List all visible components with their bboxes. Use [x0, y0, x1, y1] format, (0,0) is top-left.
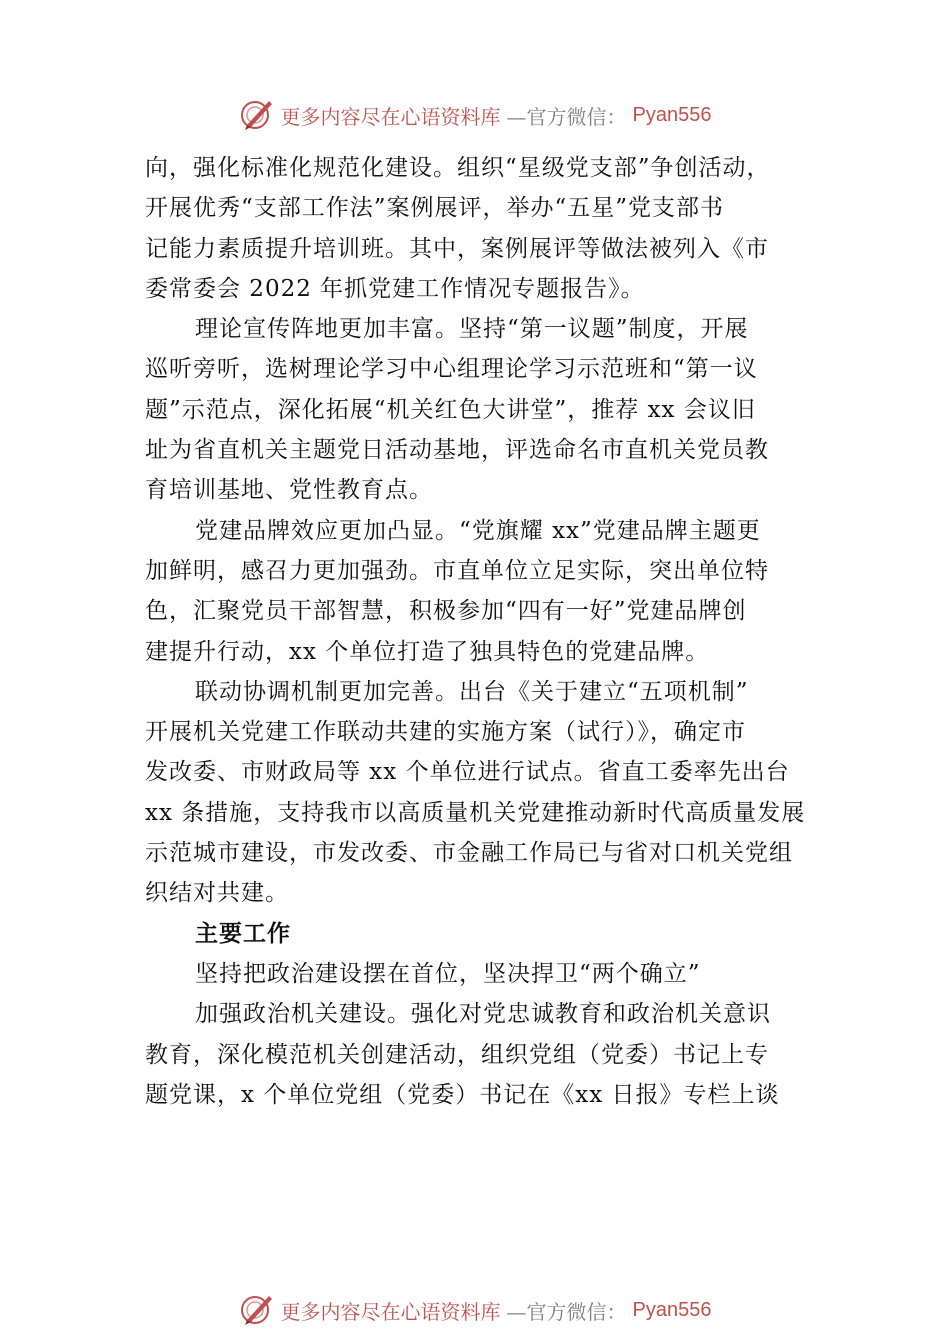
paragraph-start-line: 理论宣传阵地更加丰富。坚持“第一议题”制度，开展	[195, 316, 749, 343]
quill-logo-icon	[239, 97, 275, 133]
text-line: 题”示范点，深化拓展“机关红色大讲堂”，推荐 xx 会议旧	[145, 396, 756, 423]
text-line: 开展优秀“支部工作法”案例展评，举办“五星”党支部书	[145, 195, 725, 222]
text-line: 建提升行动，xx 个单位打造了独具特色的党建品牌。	[145, 638, 710, 665]
text-line: 向，强化标准化规范化建设。组织“星级党支部”争创活动，	[145, 155, 771, 181]
text-line: 题党课，x 个单位党组（党委）书记在《xx 日报》专栏上谈	[145, 1081, 780, 1108]
document-body	[145, 148, 823, 1115]
paragraph-start-line: 加强政治机关建设。强化对党忠诚教育和政治机关意识	[195, 1001, 771, 1028]
text-line: 织结对共建。	[145, 880, 289, 907]
text-line: 记能力素质提升培训班。其中，案例展评等做法被列入《市	[145, 235, 769, 262]
footer-banner	[0, 1290, 950, 1330]
text-line: 育培训基地、党性教育点。	[145, 477, 433, 504]
banner-site-text: 更多内容尽在心语资料库	[280, 1299, 501, 1324]
text-line: 教育，深化模范机关创建活动，组织党组（党委）书记上专	[145, 1041, 769, 1068]
banner-separator-text: —官方微信：	[506, 1299, 627, 1324]
banner-site-text: 更多内容尽在心语资料库	[280, 104, 501, 129]
text-line: 发改委、市财政局等 xx 个单位进行试点。省直工委率先出台	[145, 759, 790, 786]
text-line: 加鲜明，感召力更加强劲。市直单位立足实际，突出单位特	[145, 557, 769, 584]
header-banner	[0, 95, 950, 135]
text-line: 委常委会 2022 年抓党建工作情况专题报告》。	[145, 275, 645, 302]
banner-separator-text: —官方微信：	[506, 104, 627, 129]
text-line: 示范城市建设，市发改委、市金融工作局已与省对口机关党组	[145, 840, 793, 867]
text-line: 巡听旁听，选树理论学习中心组理论学习示范班和“第一议	[145, 356, 758, 383]
subsection-heading: 坚持把政治建设摆在首位，坚决捍卫“两个确立”	[195, 960, 701, 987]
quill-logo-icon	[239, 1292, 275, 1328]
text-line: 色，汇聚党员干部智慧，积极参加“四有一好”党建品牌创	[145, 598, 747, 625]
text-line: xx 条措施，支持我市以高质量机关党建推动新时代高质量发展	[145, 799, 806, 826]
text-line: 开展机关党建工作联动共建的实施方案（试行）》，确定市	[145, 719, 746, 746]
paragraph-start-line: 联动协调机制更加完善。出台《关于建立“五项机制”	[195, 678, 749, 705]
paragraph-start-line: 党建品牌效应更加凸显。“党旗耀 xx”党建品牌主题更	[195, 517, 761, 544]
banner-wechat-id: Pyan556	[632, 1298, 712, 1321]
banner-wechat-id: Pyan556	[632, 103, 712, 126]
text-line: 址为省直机关主题党日活动基地，评选命名市直机关党员教	[145, 437, 769, 464]
section-heading: 主要工作	[195, 920, 291, 947]
